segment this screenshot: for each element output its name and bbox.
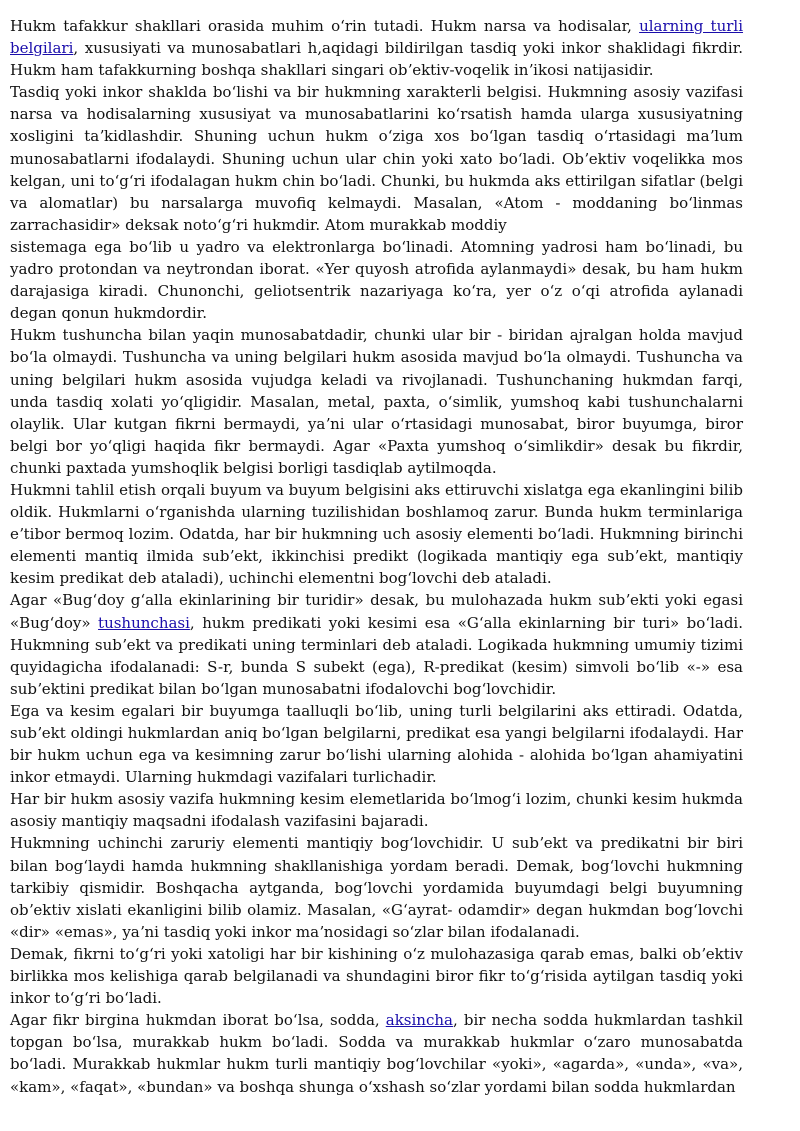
text-segment: Demak, fikrni toʻgʻri yoki xatoligi har bir kishining oʻz mulohazasiga qarab emas, balki obʼektiv birlikka mos kelishiga qarab belgilanadi va shundagini biror fikr toʻgʻrisida aytilgan tasdiq yoki inkor toʻgʻri boʻladi. — [10, 944, 743, 1008]
paragraph — [10, 81, 743, 236]
paragraph — [10, 1009, 743, 1097]
link-ularning-turli-belgilari[interactable]: ularning turli belgilari — [10, 17, 744, 58]
text-segment: Hukm tafakkur shakllari orasida muhim oʻrin tutadi. Hukm narsa va hodisalar, — [10, 17, 640, 35]
paragraph — [10, 788, 743, 832]
text-segment: sistemaga ega boʻlib u yadro va elektronlarga boʻlinadi. Atomning yadrosi ham boʻlinadi, bu yadro protondan va neytrondan iborat. «Yer quyosh atrofida aylanmaydi» desak, bu ham hukm darajasiga kiradi. Chunonchi, geliotsentrik nazariyaga koʻra, yer oʻz oʻqi atrofida aylanadi degan qonun hukmdordir. — [10, 237, 743, 323]
text-segment: , bir necha sodda hukmlardan tashkil topgan boʻlsa, murakkab hukm boʻladi. Sodda va murakkab hukmlar oʻzaro munosabatda boʻladi. Murakkab hukmlar hukm turli mantiqiy bogʻlovchilar «yoki», «agarda», «unda», «va», «kam», «faqat», «bundan» va boshqa shunga oʻxshash soʻzlar yordami bilan sodda hukmlardan — [10, 1011, 743, 1096]
paragraph — [10, 832, 743, 942]
paragraph — [10, 15, 743, 81]
text-segment: , hukm predikati yoki kesimi esa «Gʻalla ekinlarning bir turi» boʻladi. Hukmning subʼekt va predikati uning terminlari deb ataladi. Logikada hukmning umumiy tizimi quyidagicha ifodalanadi: S-r, bunda S subekt (ega), R-predikat (kesim) simvoli boʻlib «-» esa subʼektini predikat bilan boʻlgan munosabatni ifodalovchi bogʻlovchidir. — [10, 613, 743, 698]
text-segment: , xususiyati va munosabatlari h,aqidagi bildirilgan tasdiq yoki inkor shaklidagi fikrdir. Hukm ham tafakkurning boshqa shakllari singari obʼektiv-voqelik inʼikosi natijasidir. — [10, 39, 743, 80]
paragraph — [10, 236, 743, 324]
paragraph — [10, 479, 743, 589]
paragraph — [10, 700, 743, 788]
text-segment: Tasdiq yoki inkor shaklda boʻlishi va bir hukmning xarakterli belgisi. Hukmning asosiy vazifasi narsa va hodisalarning xususiyat va munosabatlarini koʻrsatish hamda ularga xususiyatning xosligini taʼkidlashdir. Shuning uchun hukm oʻziga xos boʻlgan tasdiq oʻrtasidagi maʼlum munosabatlarni ifodalaydi. Shuning uchun ular chin yoki xato boʻladi. Obʼektiv voqelikka mos kelgan, uni toʻgʻri ifodalagan hukm chin boʻladi. Chunki, bu hukmda aks ettirilgan sifatlar (belgi va alomatlar) bu narsalarga muvofiq kelmaydi. Masalan, «Atom - moddaning boʻlinmas zarrachasidir» deksak notoʻgʻri hukmdir. Atom murakkab moddiy — [10, 83, 743, 234]
text-segment: Har bir hukm asosiy vazifa hukmning kesim elemetlarida boʻlmogʻi lozim, chunki kesim hukmda asosiy mantiqiy maqsadni ifodalash vazifasini bajaradi. — [10, 790, 743, 831]
text-segment: Ega va kesim egalari bir buyumga taalluqli boʻlib, uning turli belgilarini aks ettiradi. Odatda, subʼekt oldingi hukmlardan aniq boʻlgan belgilarni, predikat esa yangi belgilarni ifodalaydi. Har bir hukm uchun ega va kesimning zarur boʻlishi ularning alohida - alohida boʻlgan ahamiyatini inkor etmaydi. Ularning hukmdagi vazifalari turlichadir. — [10, 701, 743, 787]
text-segment: Hukmni tahlil etish orqali buyum va buyum belgisini aks ettiruvchi xislatga ega ekanlingini bilib oldik. Hukmlarni oʻrganishda ularning tuzilishidan boshlamoq zarur. Bunda hukm terminlariga eʼtibor bermoq lozim. Odatda, har bir hukmning uch asosiy elementi boʻladi. Hukmning birinchi elementi mantiq ilmida subʼekt, ikkinchisi predikt (logikada mantiqiy ega subʼekt, mantiqiy kesim predikat deb ataladi), uchinchi elementni bogʻlovchi deb ataladi. — [10, 480, 743, 588]
link-tushunchasi[interactable]: tushunchasi — [98, 613, 190, 632]
text-segment: Hukmning uchinchi zaruriy elementi mantiqiy bogʻlovchidir. U subʼekt va predikatni bir biri bilan bogʻlaydi hamda hukmning shakllanishiga yordam beradi. Demak, bogʻlovchi hukmning tarkibiy qismidir. Boshqacha aytganda, bogʻlovchi yordamida buyumdagi belgi buyumning obʼektiv xislati ekanligini bilib olamiz. Masalan, «Gʻayrat- odamdir» degan hukmdan bogʻlovchi «dir» «emas», yaʼni tasdiq yoki inkor maʼnosidagi soʻzlar bilan ifodalanadi. — [10, 834, 743, 941]
text-segment: Agar «Bugʻdoy gʻalla ekinlarining bir turidir» desak, bu mulohazada hukm subʼekti yoki egasi «Bugʻdoy» — [10, 591, 743, 632]
paragraph — [10, 589, 743, 699]
paragraph — [10, 324, 743, 479]
text-segment: Agar fikr birgina hukmdan iborat boʻlsa, sodda, — [10, 1011, 386, 1030]
paragraph — [10, 943, 743, 1009]
link-aksincha[interactable]: aksincha — [385, 1011, 453, 1030]
text-segment: Hukm tushuncha bilan yaqin munosabatdadir, chunki ular bir - biridan ajralgan holda mavjud boʻla olmaydi. Tushuncha va uning belgilari hukm asosida mavjud boʻla olmaydi. Tushuncha va uning belgilari hukm asosida vujudga keladi va rivojlanadi. Tushunchaning hukmdan farqi, unda tasdiq xolati yoʻqligidir. Masalan, metal, paxta, oʻsimlik, yumshoq kabi tushunchalarni olaylik. Ular kutgan fikrni bermaydi, yaʼni ular oʻrtasidagi munosabat, biror buyumga, biror belgi bor yoʻqligi haqida fikr bermaydi. Agar «Paxta yumshoq oʻsimlikdir» desak bu fikrdir, chunki paxtada yumshoqlik belgisi borligi tasdiqlab aytilmoqda. — [10, 326, 743, 477]
